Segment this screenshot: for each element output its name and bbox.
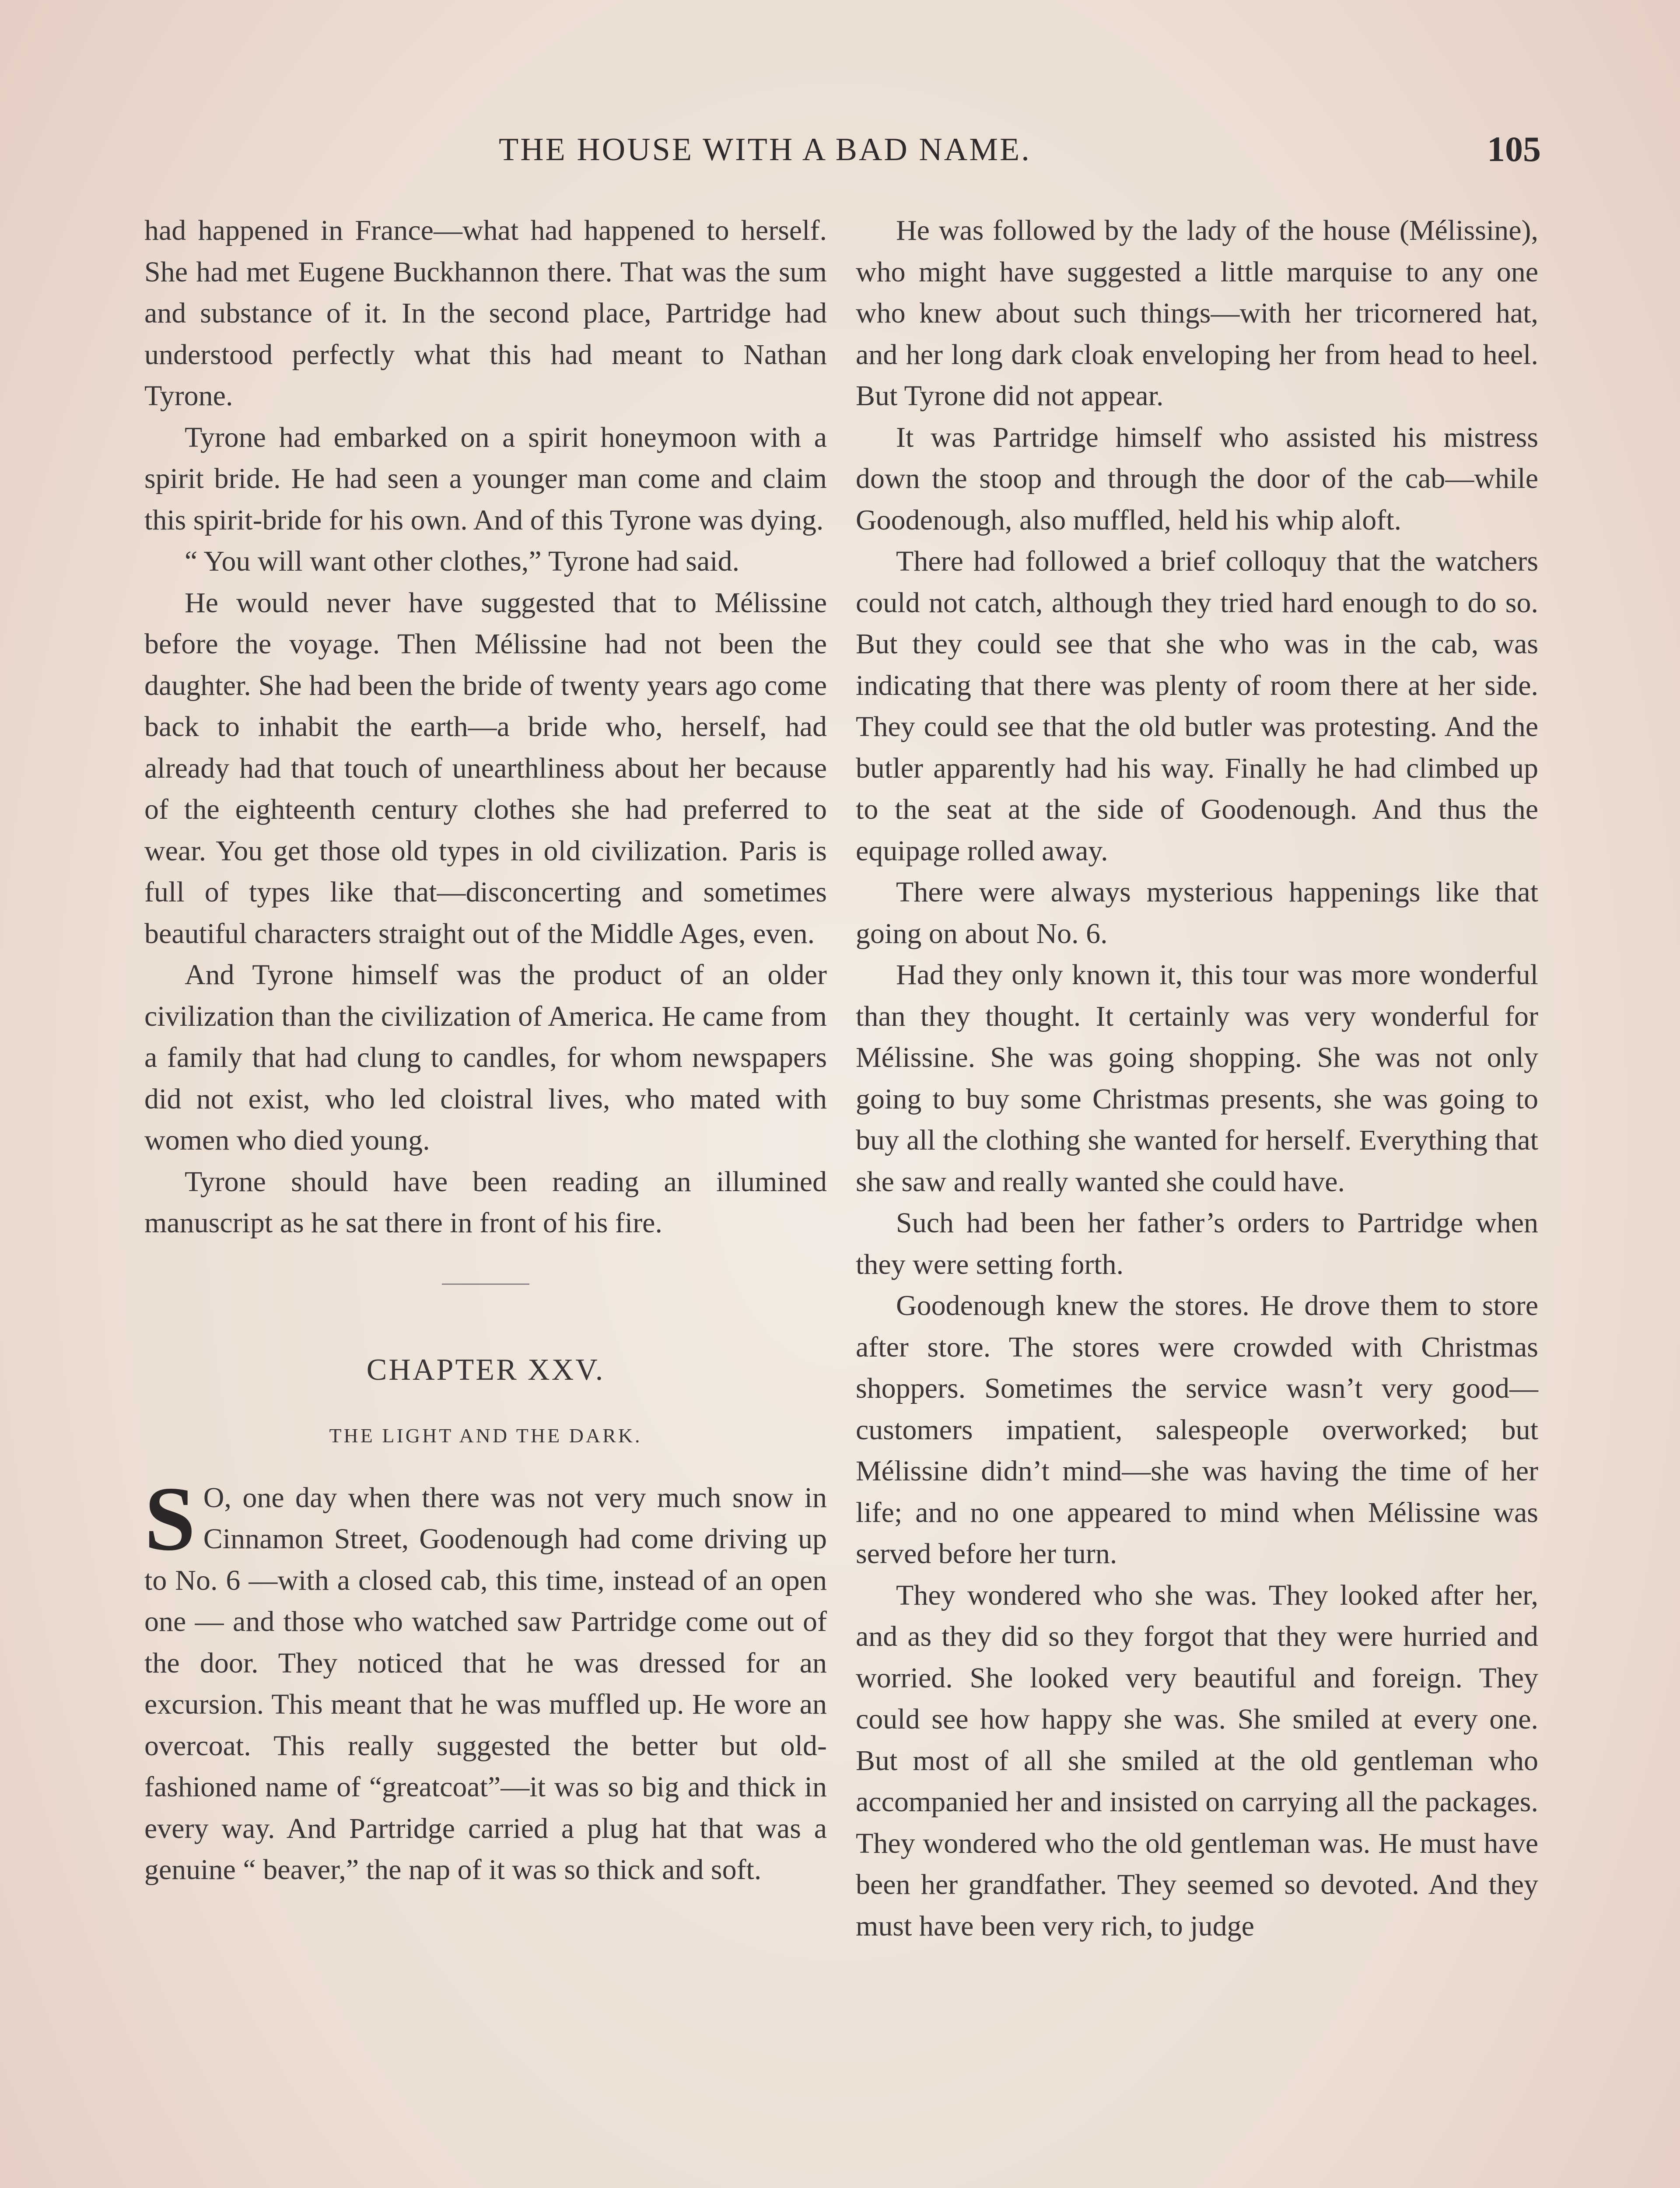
chapter-title: CHAPTER XXV. — [366, 1353, 605, 1387]
paragraph: He was followed by the lady of the house (Mélissine), who might have suggested a little marquise to any one who knew about such things—with her tricornered hat, and her long dark cloak enveloping her from head to heel. But Tyrone did not appear. — [856, 214, 1538, 412]
paragraph: They wondered who she was. They looked after her, and as they did so they forgot that they were hurried and worried. She looked very beautiful and foreign. They could see how happy she was. She smiled at every one. But most of all she smiled at the old gentleman who accompanied her and insisted on carrying all the packages. They wondered who the old gentleman was. He must have been her grandfather. They seemed so devoted. And they must have been very rich, to judge — [856, 1579, 1538, 1942]
paragraph: Goodenough knew the stores. He drove them to store after store. The stores were crowded with Christmas shoppers. Sometimes the service wasn’t very good—customers impatient, salespeople overworked; but Mélissine didn’t mind—she was having the time of her life; and no one appeared to mind when Mélissine was served before her turn. — [856, 1290, 1538, 1570]
paragraph: Such had been her father’s orders to Partridge when they were setting forth. — [856, 1207, 1538, 1280]
page-number: 105 — [1487, 129, 1541, 169]
drop-cap: S — [144, 1468, 196, 1570]
paragraph: Tyrone should have been reading an illumined manuscript as he sat there in front of his fire. — [144, 1165, 827, 1239]
section-divider — [442, 1283, 529, 1285]
paragraph: Tyrone had embarked on a spirit honeymoon with a spirit bride. He had seen a younger man come and claim this spirit-bride for his own. And of this Tyrone was dying. — [144, 421, 827, 536]
paragraph: “ You will want other clothes,” Tyrone had said. — [185, 545, 740, 577]
chapter-opening-text: O, one day when there was not very much snow in Cinnamon Street, Goodenough had come driving up to No. 6 —with a closed cab, this time, instead of an open one — and those who watched saw Partridge come out of the door. They noticed that he was dressed for an excursion. This meant that he was muffled up. He wore an overcoat. This really suggested the better but old-fashioned name of “greatcoat”—it was so big and thick in every way. And Partridge carried a plug hat that was a genuine “ beaver,” the nap of it was so thick and soft. — [144, 1481, 827, 1886]
paragraph: There had followed a brief colloquy that the watchers could not catch, although they tried hard enough to do so. But they could see that she who was in the cab, was indicating that there was plenty of room there at her side. They could see that the old butler was protesting. And the butler apparently had his way. Finally he had climbed up to the seat at the side of Goodenough. And thus the equipage rolled away. — [856, 545, 1538, 867]
paragraph: It was Partridge himself who assisted his mistress down the stoop and through the door of the cab—while Goodenough, also muffled, held his whip aloft. — [856, 421, 1538, 536]
chapter-opening-paragraph — [144, 1468, 827, 1891]
page-header — [0, 131, 1680, 184]
running-head: THE HOUSE WITH A BAD NAME. — [499, 132, 1031, 168]
right-column — [856, 210, 1538, 1947]
paragraph: There were always mysterious happenings like that going on about No. 6. — [856, 876, 1538, 950]
chapter-subtitle: THE LIGHT AND THE DARK. — [329, 1424, 642, 1447]
paragraph: He would never have suggested that to Mélissine before the voyage. Then Mélissine had not been the daughter. She had been the bride of twenty years ago come back to inhabit the earth—a bride who, herself, had already had that touch of unearthliness about her because of the eighteenth century clothes she had preferred to wear. You get those old types in old civilization. Paris is full of types like that—disconcerting and sometimes beautiful characters straight out of the Middle Ages, even. — [144, 586, 827, 950]
paragraph: Had they only known it, this tour was more wonderful than they thought. It certainly was very wonderful for Mélissine. She was going shopping. She was not only going to buy some Christmas presents, she was going to buy all the clothing she wanted for herself. Everything that she saw and really wanted she could have. — [856, 959, 1538, 1198]
paragraph: And Tyrone himself was the product of an older civilization than the civilization of America. He came from a family that had clung to candles, for whom newspapers did not exist, who led cloistral lives, who mated with women who died young. — [144, 959, 827, 1156]
paragraph: had happened in France—what had happened to herself. She had met Eugene Buckhannon there. That was the sum and substance of it. In the second place, Partridge had understood perfectly what this had meant to Nathan Tyrone. — [144, 214, 827, 412]
left-column — [144, 210, 827, 1891]
